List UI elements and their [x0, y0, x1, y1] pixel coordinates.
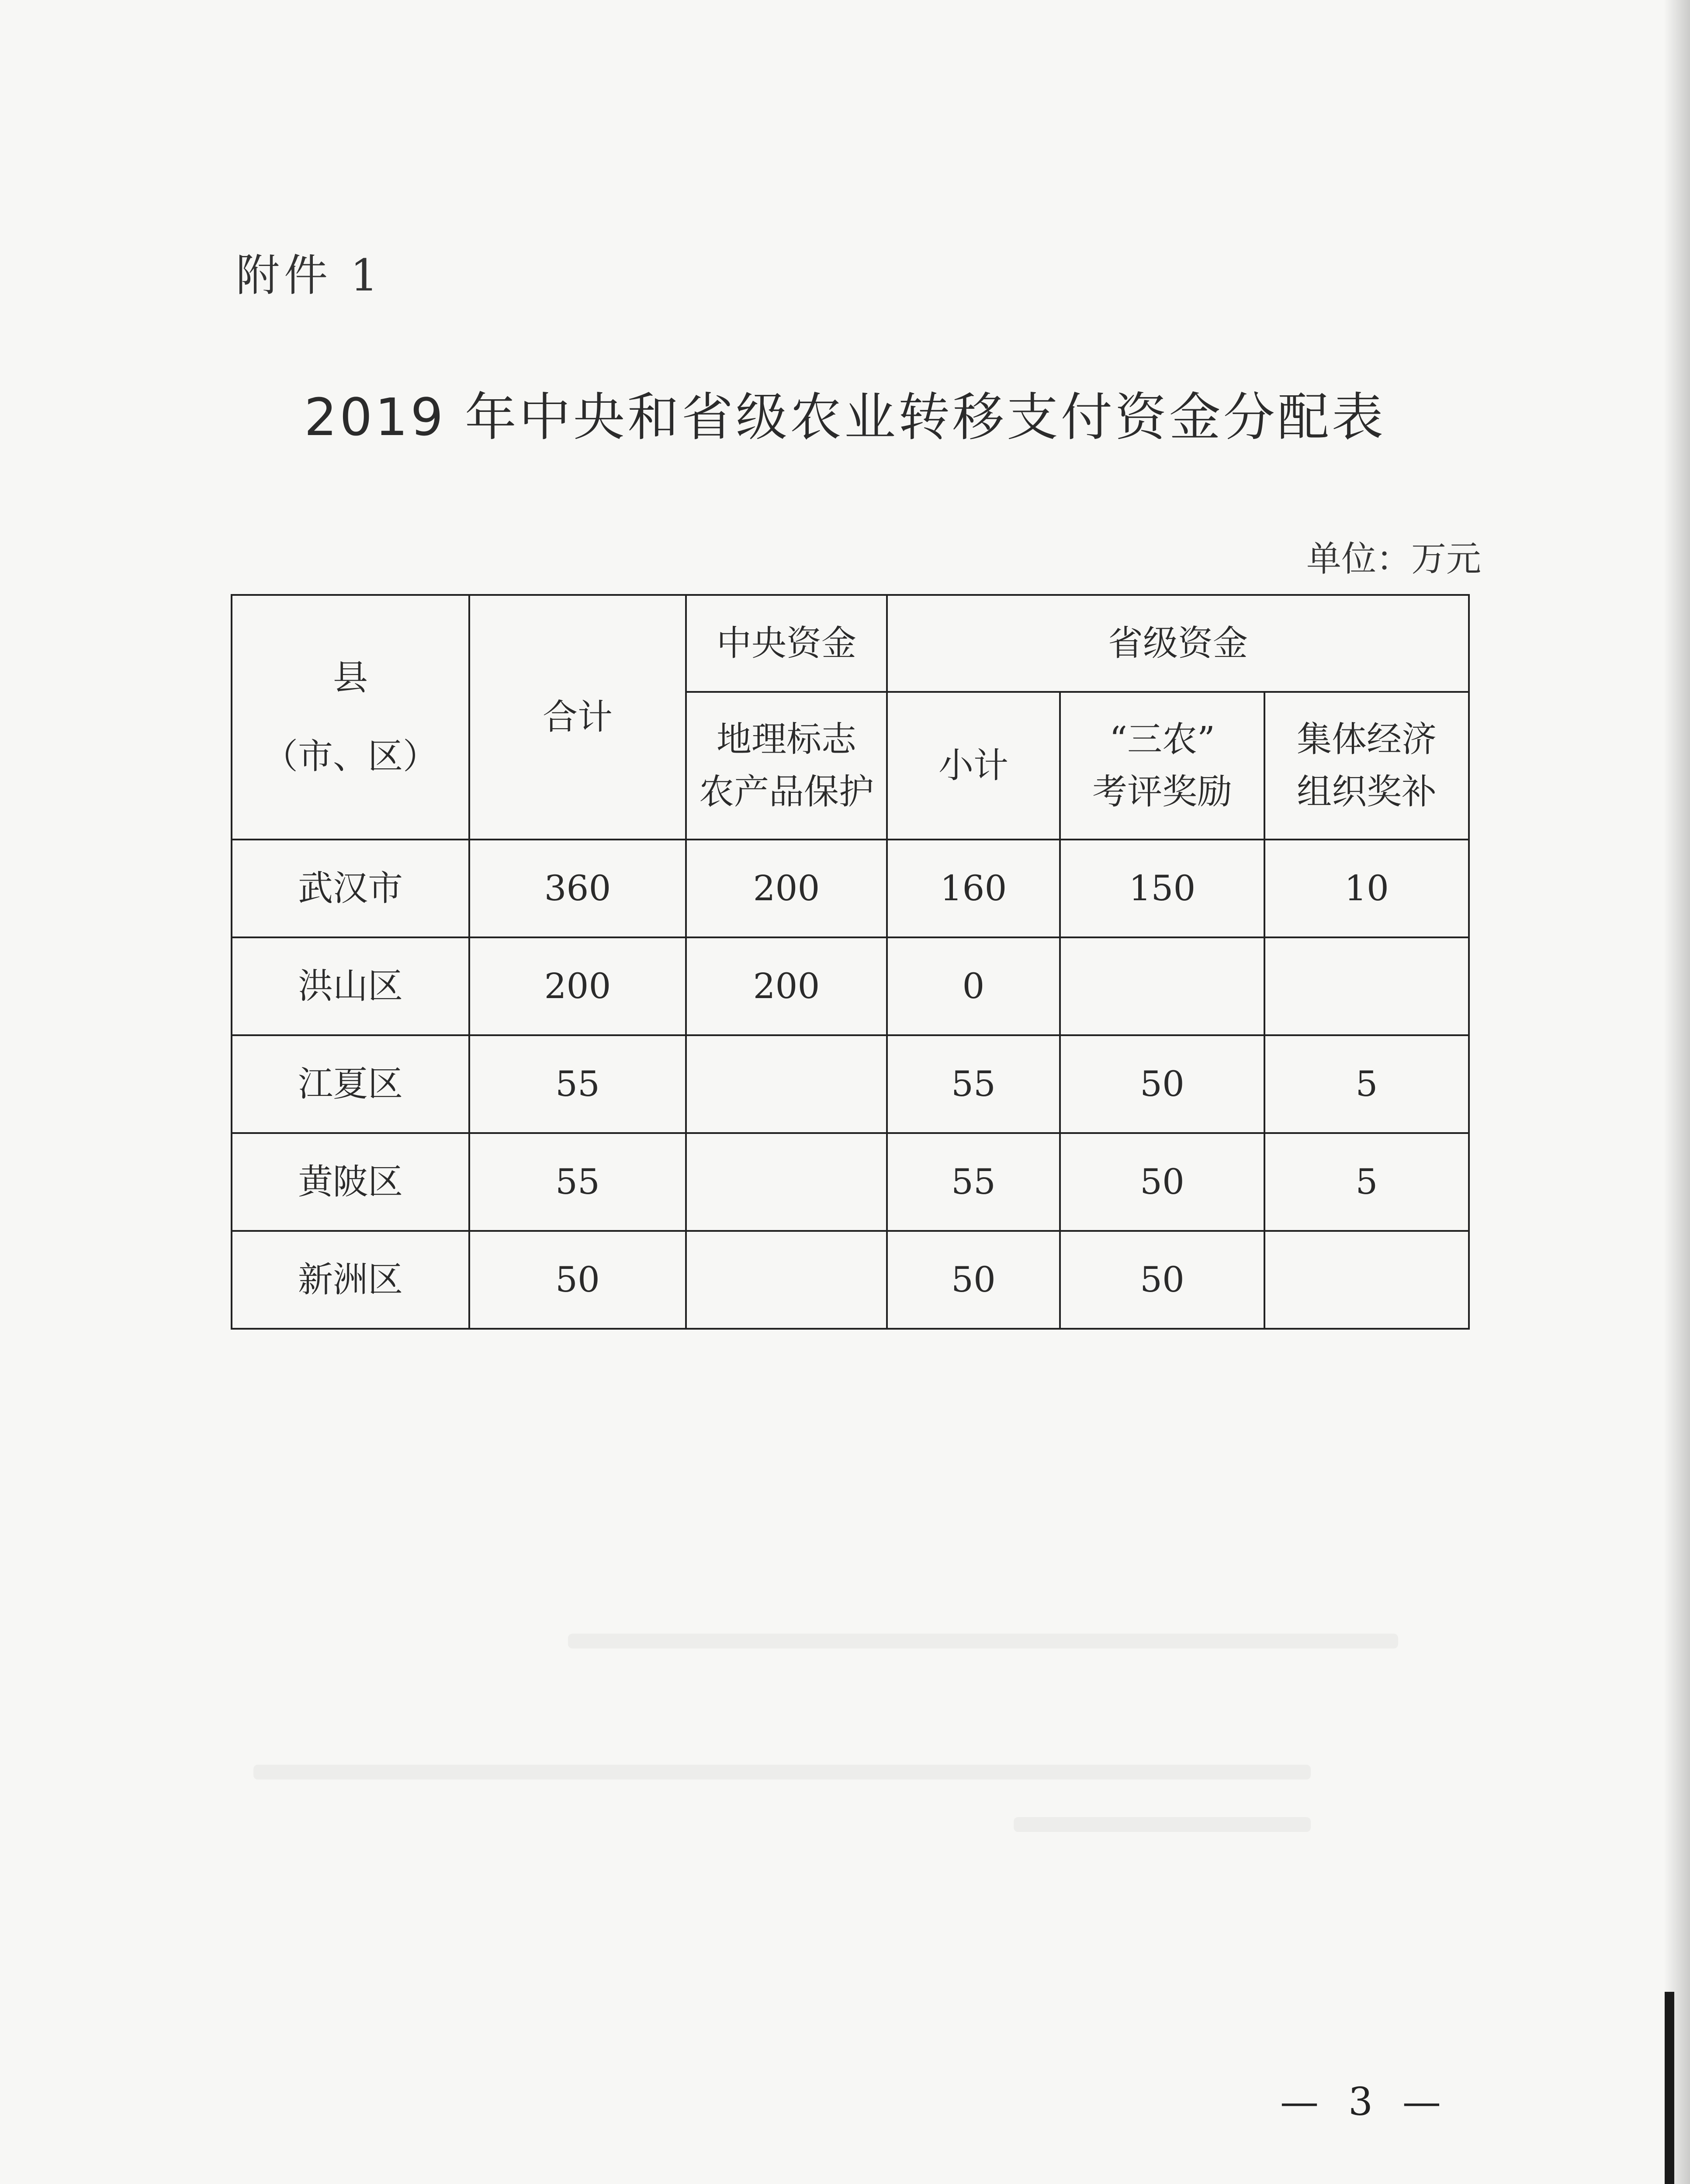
cell-subtotal: 55 [887, 1133, 1060, 1231]
header-sannong-line1: “三农” [1109, 719, 1215, 760]
cell-collective [1264, 937, 1469, 1035]
cell-central [686, 1035, 887, 1133]
bleed-through-mark [568, 1634, 1398, 1648]
header-central-group: 中央资金 [686, 595, 887, 692]
scan-edge-mark [1665, 1992, 1674, 2184]
cell-total: 55 [469, 1133, 686, 1231]
cell-collective: 5 [1264, 1035, 1469, 1133]
cell-county: 洪山区 [232, 937, 469, 1035]
header-collective-line2: 组织奖补 [1297, 771, 1437, 812]
header-row-1 [232, 595, 1469, 692]
cell-total: 50 [469, 1231, 686, 1329]
bleed-through-mark [253, 1765, 1311, 1780]
header-county-label: 县 [333, 657, 368, 698]
header-geo-line1: 地理标志 [717, 719, 856, 760]
cell-collective [1264, 1231, 1469, 1329]
table-row [232, 1035, 1469, 1133]
header-county [232, 595, 469, 840]
header-collective-line1: 集体经济 [1297, 719, 1437, 760]
header-geo-protection [686, 692, 887, 840]
cell-subtotal: 160 [887, 840, 1060, 937]
page-number: — 3 — [1280, 2079, 1450, 2124]
cell-central: 200 [686, 840, 887, 937]
cell-central [686, 1231, 887, 1329]
cell-sannong: 150 [1060, 840, 1264, 937]
cell-total: 55 [469, 1035, 686, 1133]
header-sannong-line2: 考评奖励 [1092, 771, 1232, 812]
cell-collective: 10 [1264, 840, 1469, 937]
cell-county: 武汉市 [232, 840, 469, 937]
cell-collective: 5 [1264, 1133, 1469, 1231]
header-total: 合计 [469, 595, 686, 840]
cell-central [686, 1133, 887, 1231]
header-provincial-group: 省级资金 [887, 595, 1469, 692]
page-edge-shadow [1664, 0, 1690, 2184]
page-title: 2019 年中央和省级农业转移支付资金分配表 [304, 387, 1386, 447]
cell-sannong: 50 [1060, 1035, 1264, 1133]
cell-county: 江夏区 [232, 1035, 469, 1133]
cell-subtotal: 55 [887, 1035, 1060, 1133]
table-row [232, 937, 1469, 1035]
unit-label: 单位：万元 [1306, 539, 1481, 579]
header-collective [1264, 692, 1469, 840]
header-sannong [1060, 692, 1264, 840]
cell-central: 200 [686, 937, 887, 1035]
table-row [232, 1133, 1469, 1231]
cell-total: 200 [469, 937, 686, 1035]
cell-county: 新洲区 [232, 1231, 469, 1329]
cell-total: 360 [469, 840, 686, 937]
table-row [232, 840, 1469, 937]
cell-subtotal: 50 [887, 1231, 1060, 1329]
table-row [232, 1231, 1469, 1329]
header-geo-line2: 农产品保护 [699, 771, 874, 812]
cell-county: 黄陂区 [232, 1133, 469, 1231]
cell-sannong [1060, 937, 1264, 1035]
header-county-sub: （市、区） [263, 736, 438, 777]
cell-sannong: 50 [1060, 1231, 1264, 1329]
allocation-table [231, 594, 1470, 1330]
attachment-label: 附件 1 [236, 250, 383, 301]
cell-subtotal: 0 [887, 937, 1060, 1035]
bleed-through-mark [1014, 1817, 1311, 1832]
cell-sannong: 50 [1060, 1133, 1264, 1231]
header-subtotal: 小计 [887, 692, 1060, 840]
